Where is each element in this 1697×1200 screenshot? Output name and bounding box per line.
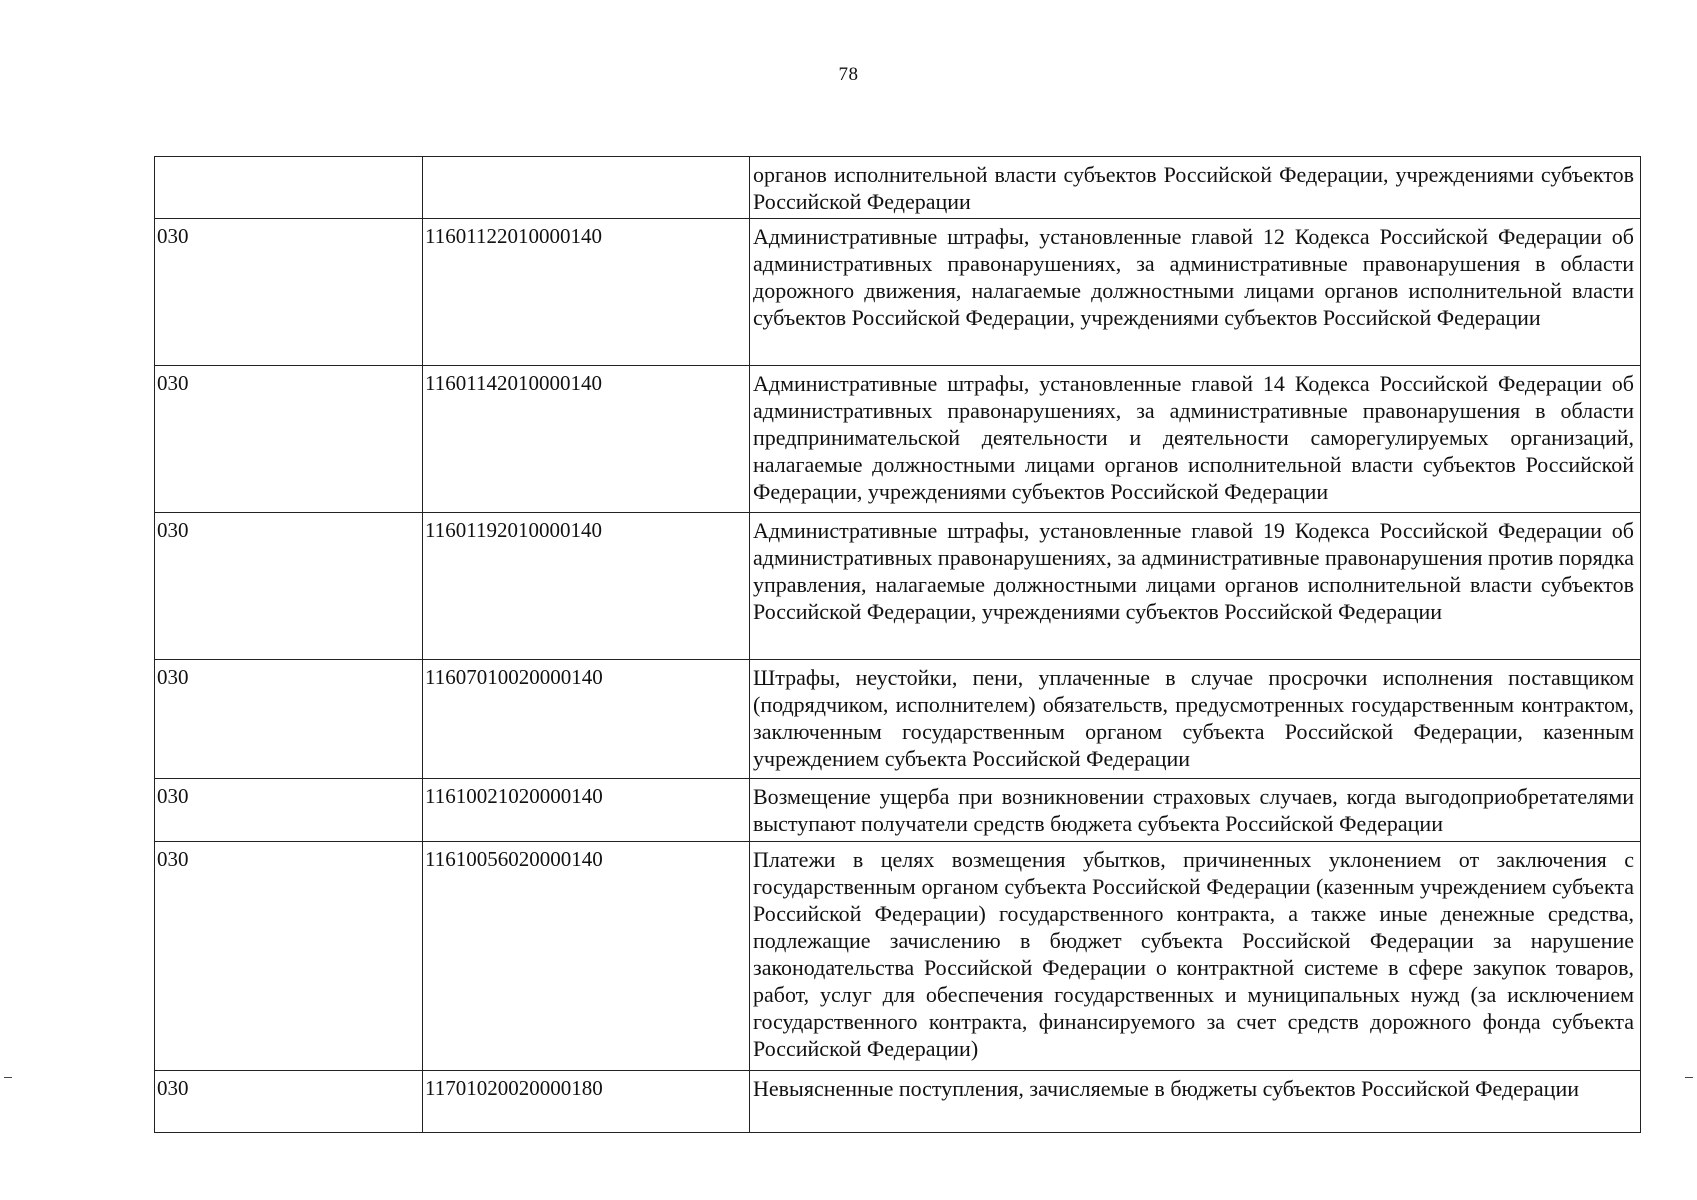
table-row	[155, 513, 1641, 660]
revenue-name-cell: Административные штрафы, установленные главой 14 Кодекса Российской Федерации об административных правонарушениях, за административные правонарушения в области предпринимательской деятельности и деятельности саморегулируемых организаций, налагаемые должностными лицами органов исполнительной власти субъектов Российской Федерации, учреждениями субъектов Российской Федерации	[750, 366, 1641, 513]
table-row	[155, 842, 1641, 1071]
right-edge-mark	[1685, 1077, 1693, 1078]
table-row	[155, 219, 1641, 366]
admin-code-cell: 030	[155, 660, 423, 779]
admin-code-cell: 030	[155, 513, 423, 660]
kbk-code-cell: 11701020020000180	[423, 1071, 750, 1133]
admin-code-cell: 030	[155, 219, 423, 366]
table-row	[155, 1071, 1641, 1133]
page-number: 78	[838, 64, 859, 85]
revenue-name-cell: Штрафы, неустойки, пени, уплаченные в случае просрочки исполнения поставщиком (подрядчиком, исполнителем) обязательств, предусмотренных государственным контрактом, заключенным государственным органом субъекта Российской Федерации, казенным учреждением субъекта Российской Федерации	[750, 660, 1641, 779]
kbk-code-cell: 11607010020000140	[423, 660, 750, 779]
revenue-name-cell: органов исполнительной власти субъектов Российской Федерации, учреждениями субъектов Российской Федерации	[750, 157, 1641, 219]
revenue-name-cell: Административные штрафы, установленные главой 19 Кодекса Российской Федерации об административных правонарушениях, за административные правонарушения против порядка управления, налагаемые должностными лицами органов исполнительной власти субъектов Российской Федерации, учреждениями субъектов Российской Федерации	[750, 513, 1641, 660]
kbk-code-cell: 11610021020000140	[423, 779, 750, 842]
budget-codes-table	[154, 156, 1641, 1133]
revenue-name-cell: Невыясненные поступления, зачисляемые в бюджеты субъектов Российской Федерации	[750, 1071, 1641, 1133]
revenue-name-cell: Возмещение ущерба при возникновении страховых случаев, когда выгодоприобретателями выступают получатели средств бюджета субъекта Российской Федерации	[750, 779, 1641, 842]
revenue-name-cell: Административные штрафы, установленные главой 12 Кодекса Российской Федерации об административных правонарушениях, за административные правонарушения в области дорожного движения, налагаемые должностными лицами органов исполнительной власти субъектов Российской Федерации, учреждениями субъектов Российской Федерации	[750, 219, 1641, 366]
admin-code-cell: 030	[155, 366, 423, 513]
revenue-name-cell: Платежи в целях возмещения убытков, причиненных уклонением от заключения с государственным органом субъекта Российской Федерации (казенным учреждением субъекта Российской Федерации) государственного контракта, а также иные денежные средства, подлежащие зачислению в бюджет субъекта Российской Федерации за нарушение законодательства Российской Федерации о контрактной системе в сфере закупок товаров, работ, услуг для обеспечения государственных и муниципальных нужд (за исключением государственного контракта, финансируемого за счет средств дорожного фонда субъекта Российской Федерации)	[750, 842, 1641, 1071]
table-row	[155, 779, 1641, 842]
table-row	[155, 157, 1641, 219]
left-edge-mark	[4, 1077, 12, 1078]
admin-code-cell: 030	[155, 1071, 423, 1133]
table-row	[155, 366, 1641, 513]
kbk-code-cell	[423, 157, 750, 219]
kbk-code-cell: 11601142010000140	[423, 366, 750, 513]
kbk-code-cell: 11610056020000140	[423, 842, 750, 1071]
kbk-code-cell: 11601122010000140	[423, 219, 750, 366]
admin-code-cell: 030	[155, 842, 423, 1071]
kbk-code-cell: 11601192010000140	[423, 513, 750, 660]
table-row	[155, 660, 1641, 779]
admin-code-cell	[155, 157, 423, 219]
admin-code-cell: 030	[155, 779, 423, 842]
